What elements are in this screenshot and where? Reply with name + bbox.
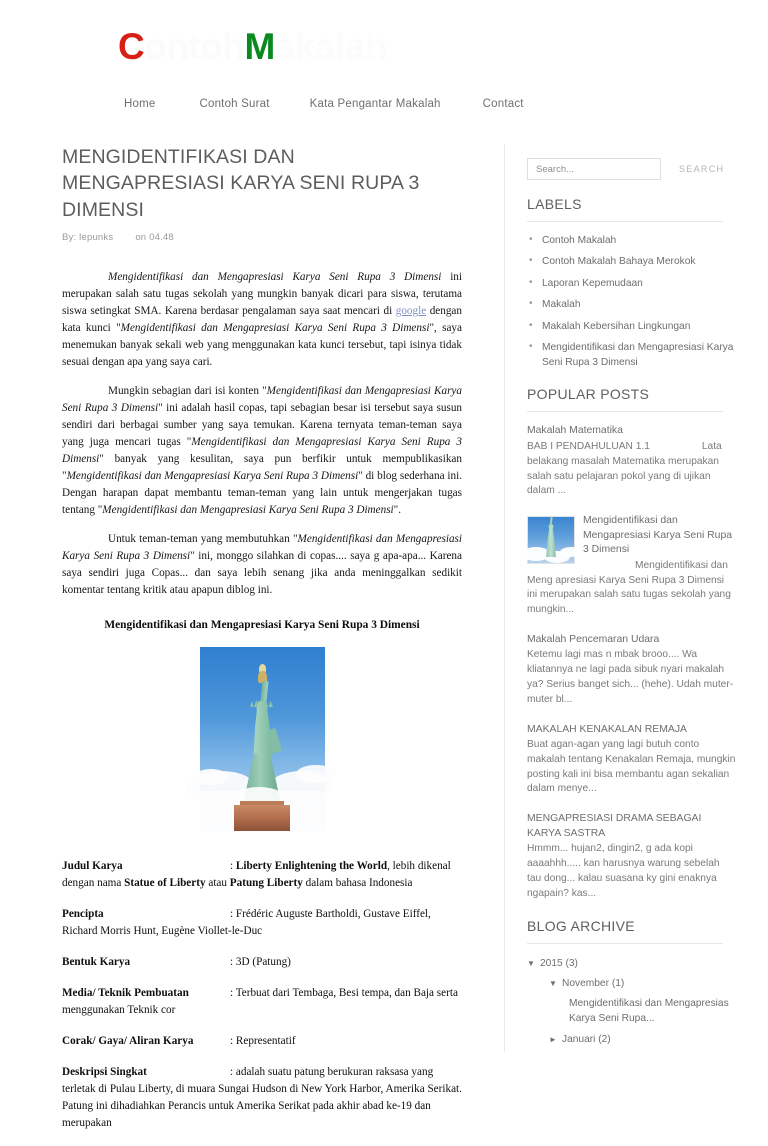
archive-year-label: 2015 (3) bbox=[540, 957, 578, 969]
page-title: MENGIDENTIFIKASI DAN MENGAPRESIASI KARYA SENI RUPA 3 DIMENSI bbox=[62, 146, 420, 221]
main-navigation bbox=[0, 98, 768, 110]
detail-row-corak-gaya bbox=[62, 1033, 462, 1050]
popular-posts-title: POPULAR POSTS bbox=[527, 386, 650, 403]
snippet-body: belakang masalah Matematika merupakan salah satu pelajaran pokol yang di ujikan dalam ... bbox=[527, 455, 719, 497]
label-link: Mengidentifikasi dan Mengapresiasi Karya Seni Rupa 3 Dimensi bbox=[542, 342, 734, 368]
paragraph-1 bbox=[62, 269, 462, 371]
p2-text-e: " banyak yang kesulitan, saya pun berfikir untuk mempublikasikan " bbox=[62, 453, 462, 483]
p3-text-c: " ini, monggo silahkan di copas.... saya g apa-apa... Karena saya sendiri juga Copas... dan saya lebih senang jika anda meninggalkan sedikit komentar tentang kritik atau apapun diblog ini. bbox=[62, 550, 462, 597]
detail-label: Bentuk Karya bbox=[62, 956, 131, 969]
divider bbox=[527, 943, 723, 944]
article-subheading: Mengidentifikasi dan Mengapresiasi Karya Seni Rupa 3 Dimensi bbox=[104, 619, 420, 632]
detail-bold-3: Patung Liberty bbox=[229, 877, 303, 890]
post-author: By: lepunks bbox=[62, 231, 114, 243]
logo-faint-contoh: ontoh bbox=[144, 26, 245, 67]
paragraph-2 bbox=[62, 383, 462, 519]
nav-item-home[interactable]: Home bbox=[124, 98, 156, 110]
logo-letter-c: C bbox=[118, 26, 145, 67]
archive-month-row[interactable] bbox=[527, 976, 736, 991]
post-byline bbox=[62, 232, 462, 243]
snippet-gap-word: Lata bbox=[701, 440, 722, 452]
detail-row-bentuk-karya bbox=[62, 954, 462, 971]
detail-bold-1: Liberty Enlightening the World bbox=[235, 860, 388, 873]
popular-post-snippet: Ketemu lagi mas n mbak brooo.... Wa kliatannya ne lagi pada sibuk nyari makalah ya? Serius banget sich... (hehe). Udah muter-muter bl... bbox=[527, 649, 734, 705]
nav-spacer bbox=[270, 98, 310, 110]
archive-month-label: November (1) bbox=[562, 977, 625, 989]
divider bbox=[527, 221, 723, 222]
p1-text-c: dengan kata kunci " bbox=[62, 304, 462, 334]
p2-italic-h: Mengidentifikasi dan Mengapresiasi Karya Seni Rupa 3 Dimensi bbox=[102, 504, 394, 517]
popular-post-title: MAKALAH KENAKALAN REMAJA bbox=[527, 723, 687, 735]
detail-row-judul-karya bbox=[62, 858, 462, 892]
popular-post-snippet: Hmmm... hujan2, dingin2, g ada kopi aaaahhh..... kan harusnya warung sebelah tau dong... kalau suasana ky gini enaknya ngapain? kas... bbox=[527, 843, 720, 899]
sidebar bbox=[504, 144, 736, 1052]
popular-posts-widget bbox=[519, 386, 736, 901]
detail-row-media-teknik bbox=[62, 985, 462, 1019]
detail-label: Corak/ Gaya/ Aliran Karya bbox=[62, 1035, 194, 1048]
p2-italic-b: Mengidentifikasi dan Mengapresiasi Karya Seni Rupa 3 Dimensi bbox=[62, 385, 462, 415]
detail-tail: dalam bahasa Indonesia bbox=[302, 877, 413, 890]
popular-post-title: Makalah Matematika bbox=[527, 425, 623, 437]
detail-label: Pencipta bbox=[62, 908, 104, 921]
snippet-lead: BAB I PENDAHULUAN 1.1 bbox=[527, 440, 650, 452]
labels-widget bbox=[519, 196, 736, 370]
nav-item-contoh-surat[interactable]: Contoh Surat bbox=[199, 98, 270, 110]
popular-post-title: Makalah Pencemaran Udara bbox=[527, 633, 660, 645]
divider bbox=[527, 411, 723, 412]
detail-value: : Representatif bbox=[230, 1035, 296, 1048]
blog-archive-title: BLOG ARCHIVE bbox=[527, 917, 635, 934]
logo-faint-makalah: akalah bbox=[274, 26, 387, 67]
detail-value: : Liberty Enlightening the World, lebih dikenal dengan nama Statue of Liberty atau Patung Liberty dalam bahasa Indonesia bbox=[62, 860, 451, 890]
chevron-right-icon[interactable]: ► bbox=[549, 1034, 557, 1044]
p2-italic-d: Mengidentifikasi dan Mengapresiasi Karya Seni Rupa 3 Dimensi bbox=[62, 436, 463, 466]
popular-post-title: Mengidentifikasi dan Mengapresiasi Karya Seni Rupa 3 Dimensi bbox=[583, 515, 733, 556]
page-body bbox=[0, 144, 768, 1146]
label-link: Makalah Kebersihan Lingkungan bbox=[542, 320, 691, 332]
p1-italic-a: Mengidentifikasi dan Mengapresiasi Karya Seni Rupa 3 Dimensi bbox=[108, 270, 442, 283]
paragraph-3 bbox=[62, 531, 462, 599]
figure-container bbox=[62, 647, 462, 836]
labels-title: LABELS bbox=[527, 196, 582, 212]
archive-month-label: Januari (2) bbox=[562, 1033, 611, 1045]
nav-item-contact[interactable]: Contact bbox=[482, 98, 524, 110]
nav-spacer bbox=[155, 98, 199, 110]
p1-text-b: ini merupakan salah satu tugas sekolah yang mungkin banyak dicari para siswa, terutama siswa setingkat SMA. Karena berdasar pengalaman saya saat mencari di bbox=[62, 270, 463, 317]
nav-spacer bbox=[441, 98, 483, 110]
label-link: Contoh Makalah Bahaya Merokok bbox=[542, 256, 696, 268]
list-item[interactable] bbox=[527, 320, 736, 334]
list-item[interactable] bbox=[527, 298, 736, 312]
list-item[interactable] bbox=[527, 341, 736, 370]
detail-value: : adalah suatu patung berukuran raksasa yang terletak di Pulau Liberty, di muara Sungai Hudson di New York Harbor, Amerika Serikat. Patung ini dihadiahkan Perancis untuk Amerika Serikat pada akhir abad ke-19 dan merupakan bbox=[62, 1066, 462, 1130]
logo-letter-m: M bbox=[244, 26, 275, 67]
list-item[interactable] bbox=[527, 424, 736, 499]
p2-text-i: ". bbox=[393, 504, 402, 517]
site-logo[interactable] bbox=[118, 28, 768, 65]
p3-italic-b: Mengidentifikasi dan Mengapresiasi Karya Seni Rupa 3 Dimensi bbox=[62, 533, 462, 563]
popular-post-snippet: Buat agan-agan yang lagi butuh conto makalah tentang Kenakalan Remaja, mungkin posting kali ini bisa membantu agan sekalian dalam menye... bbox=[527, 739, 736, 795]
detail-label: Judul Karya bbox=[62, 860, 123, 873]
popular-post-snippet bbox=[527, 559, 736, 618]
detail-value: : Frédéric Auguste Bartholdi, Gustave Eiffel, Richard Morris Hunt, Eugène Viollet-le-Duc bbox=[62, 908, 431, 938]
article-column bbox=[0, 144, 470, 1146]
search-button[interactable]: SEARCH bbox=[673, 163, 730, 175]
site-header bbox=[0, 0, 768, 110]
detail-label: Media/ Teknik Pembuatan bbox=[62, 987, 189, 1000]
detail-mid-2: atau bbox=[205, 877, 230, 890]
p2-text-g: " di blog sederhana ini. Dengan harapan dapat membantu teman-teman yang lain untuk mengerjakan tugas tentang " bbox=[62, 470, 462, 517]
list-item[interactable] bbox=[527, 514, 736, 618]
detail-bold-2: Statue of Liberty bbox=[124, 877, 206, 890]
detail-value: : Terbuat dari Tembaga, Besi tempa, dan Baja serta menggunakan Teknik cor bbox=[62, 987, 458, 1017]
detail-row-pencipta bbox=[62, 906, 462, 940]
popular-post-title: MENGAPRESIASI DRAMA SEBAGAI KARYA SASTRA bbox=[527, 813, 702, 839]
detail-label: Deskripsi Singkat bbox=[62, 1066, 147, 1079]
google-link[interactable]: google bbox=[395, 304, 427, 317]
list-item[interactable] bbox=[527, 255, 736, 269]
list-item[interactable] bbox=[527, 723, 736, 798]
list-item[interactable] bbox=[527, 812, 736, 901]
list-item[interactable] bbox=[527, 277, 736, 291]
archive-month-row-2[interactable] bbox=[527, 1032, 736, 1047]
search-widget bbox=[519, 158, 736, 180]
popular-post-snippet bbox=[527, 440, 736, 499]
label-link: Makalah bbox=[542, 299, 581, 311]
search-input[interactable] bbox=[527, 158, 661, 180]
p3-text-a: Untuk teman-teman yang membutuhkan " bbox=[108, 533, 298, 546]
nav-item-kata-pengantar-makalah[interactable]: Kata Pengantar Makalah bbox=[309, 98, 441, 110]
list-item[interactable] bbox=[527, 633, 736, 708]
archive-year-row[interactable] bbox=[527, 956, 736, 971]
archive-tree bbox=[527, 956, 736, 1047]
p1-text-e: ", saya menemukan banyak sekali web yang menggunakan kata kunci tersebut, tapi isinya tidak sesuai dengan apa yang saya cari. bbox=[62, 321, 462, 369]
post-time: on 04.48 bbox=[135, 231, 174, 243]
snippet-body: Mengidentifikasi dan Meng apresiasi Karya Seni Rupa 3 Dimensi ini merupakan salah satu tugas sekolah yang mungkin... bbox=[527, 559, 731, 616]
blog-archive-widget bbox=[519, 918, 736, 1047]
chevron-down-icon[interactable]: ▼ bbox=[549, 978, 557, 988]
p2-text-c: " ini adalah hasil copas, tapi sebagian besar isi tersebut saya susun sendiri dari berbagai sumber yang saya temukan. Karena ternyata teman-teman saya yang juga mencari tugas " bbox=[62, 402, 463, 449]
chevron-down-icon[interactable]: ▼ bbox=[527, 958, 535, 968]
detail-value: : 3D (Patung) bbox=[230, 956, 291, 969]
labels-list bbox=[527, 234, 736, 370]
statue-thumbnail-icon bbox=[527, 516, 575, 564]
label-link: Laporan Kepemudaan bbox=[542, 277, 643, 289]
pedestal-shape bbox=[234, 805, 290, 831]
detail-mid-1: , lebih dikenal dengan nama bbox=[62, 860, 451, 890]
p2-text-a: Mungkin sebagian dari isi konten " bbox=[108, 385, 267, 398]
p1-italic-d: Mengidentifikasi dan Mengapresiasi Karya Seni Rupa 3 Dimensi bbox=[120, 321, 430, 334]
archive-post-link[interactable]: Mengidentifikasi dan Mengapresias Karya Seni Rupa... bbox=[569, 998, 729, 1025]
p2-italic-f: Mengidentifikasi dan Mengapresiasi Karya Seni Rupa 3 Dimensi bbox=[66, 470, 359, 483]
list-item[interactable] bbox=[527, 234, 736, 248]
detail-row-deskripsi-singkat bbox=[62, 1064, 462, 1132]
label-link: Contoh Makalah bbox=[542, 235, 617, 246]
statue-of-liberty-image bbox=[200, 647, 325, 831]
statue-body-shape bbox=[546, 527, 557, 557]
